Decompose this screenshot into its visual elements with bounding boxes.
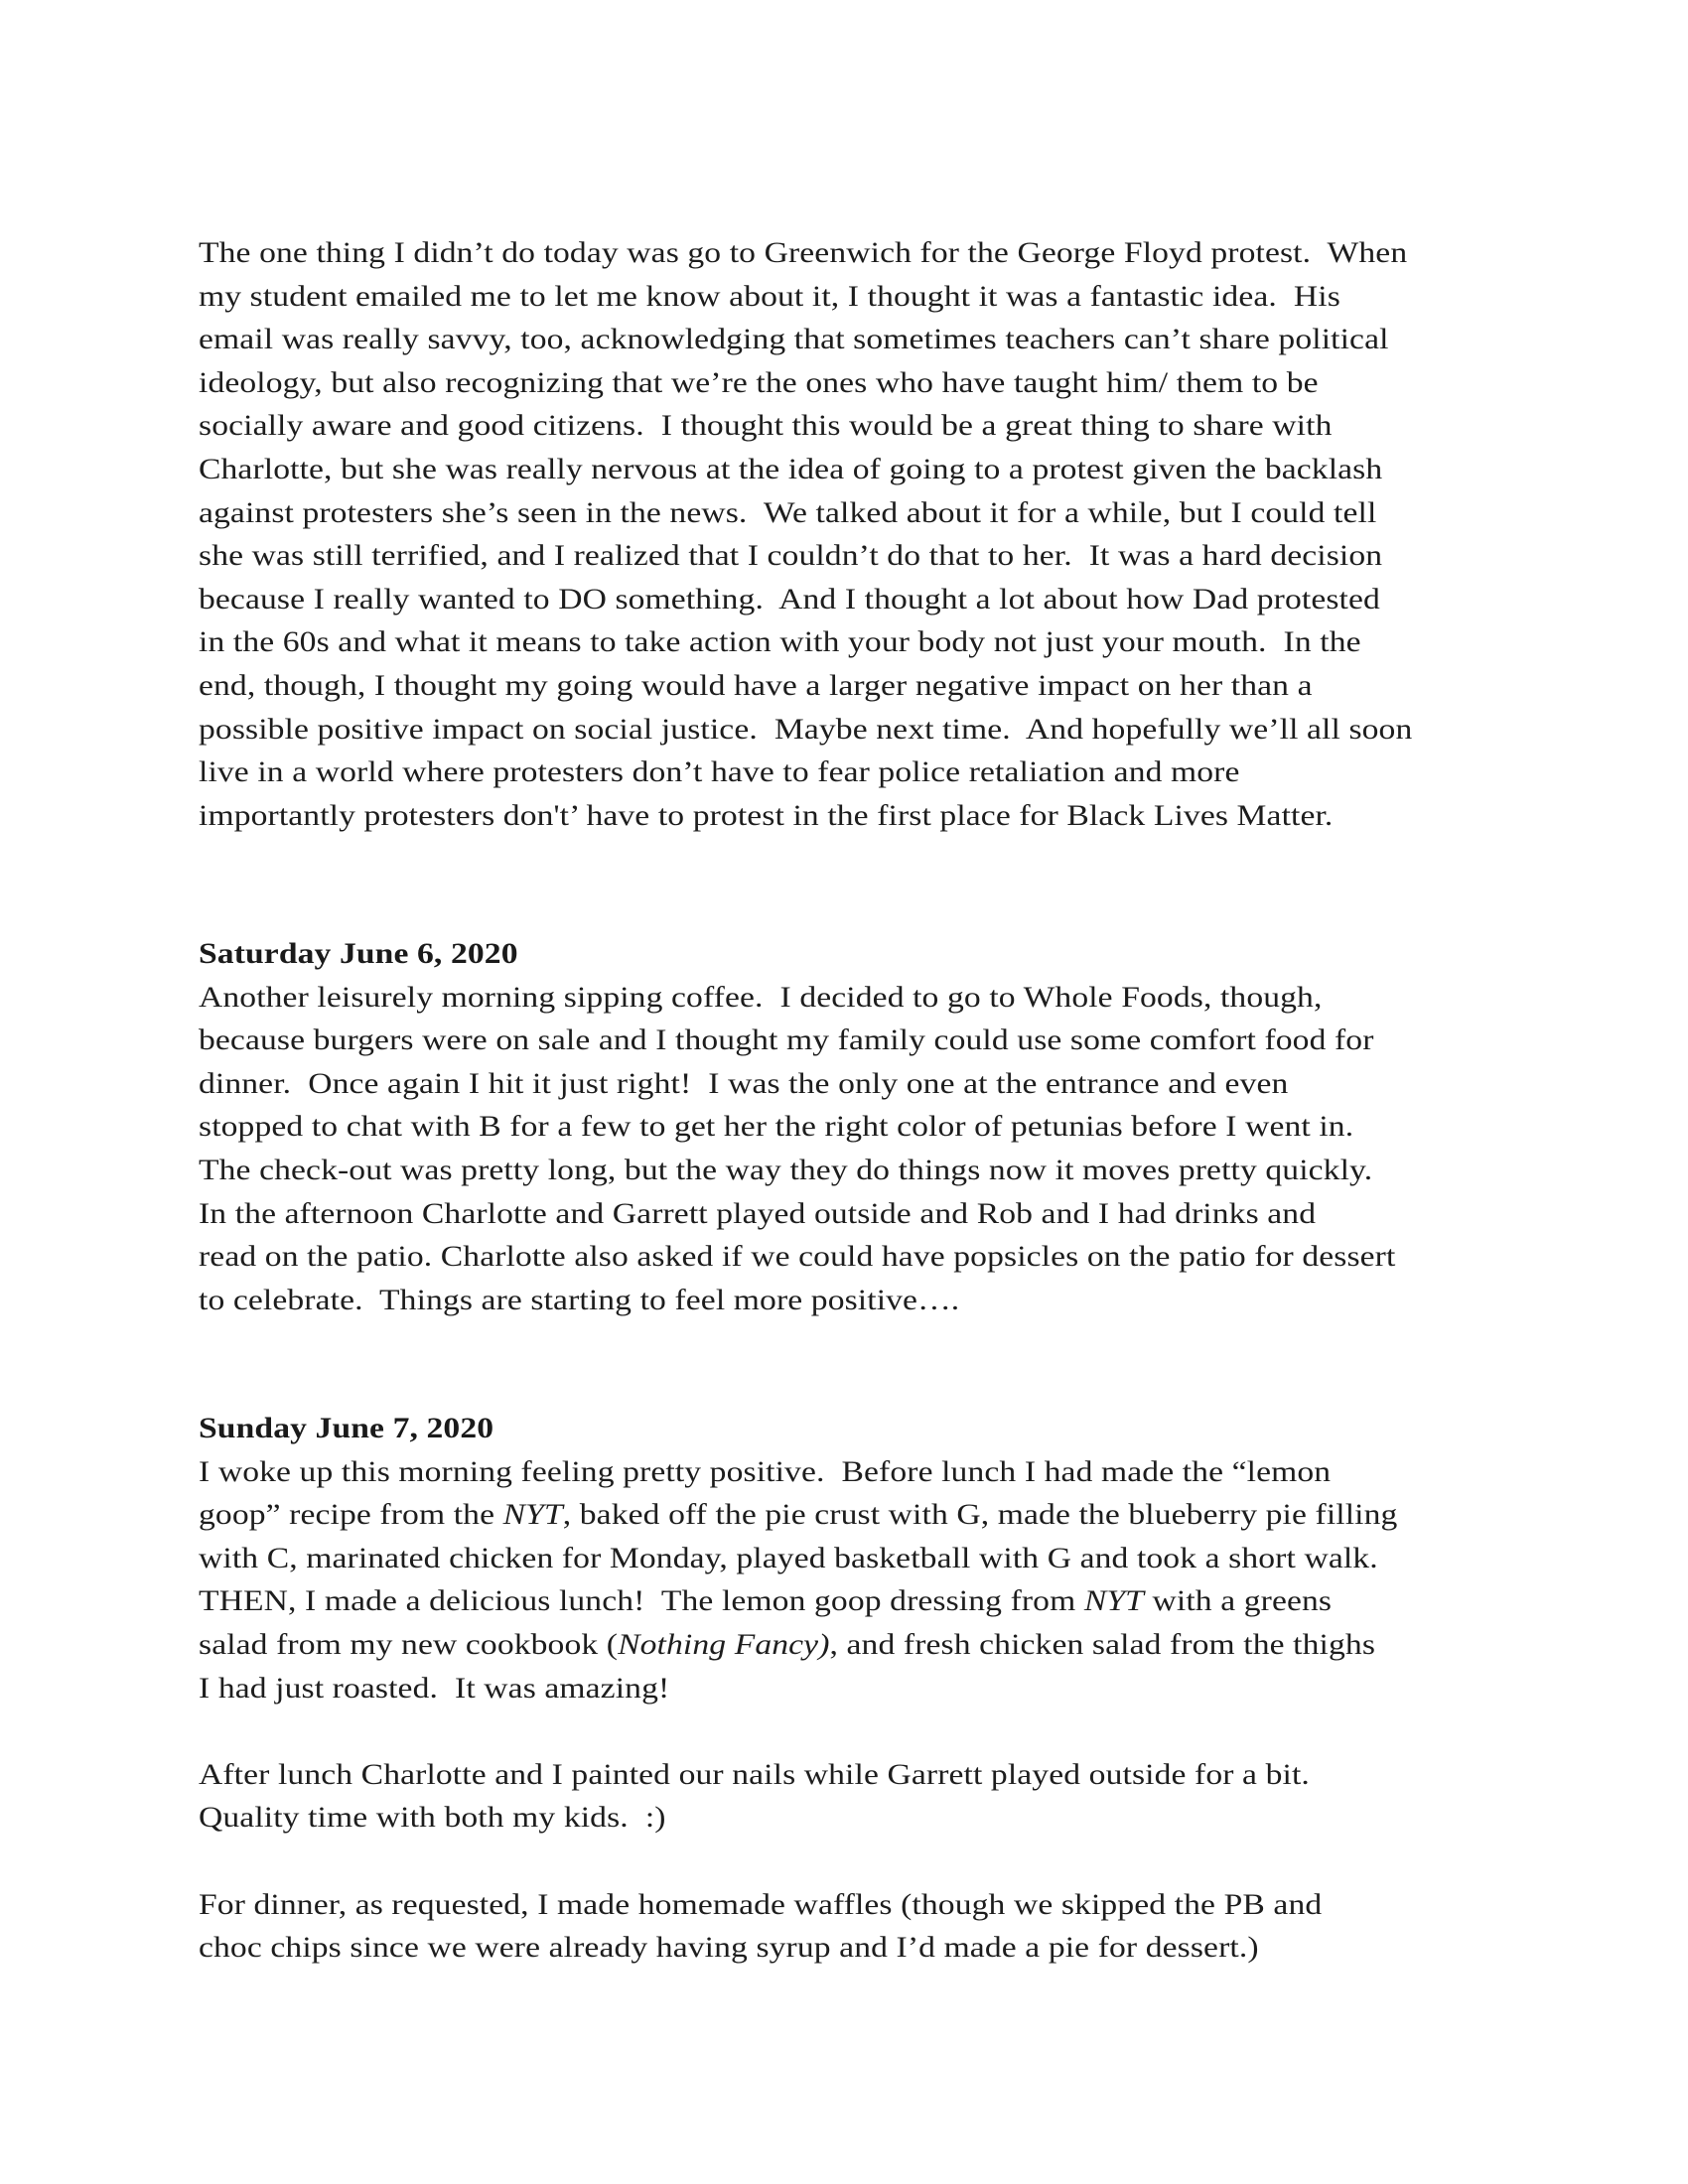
text-line: in the 60s and what it means to take action with your body not just your mouth. In the bbox=[199, 625, 1361, 659]
text-line bbox=[199, 1630, 1375, 1660]
text-line: For dinner, as requested, I made homemade waffles (though we skipped the PB and bbox=[199, 1887, 1323, 1921]
text-line: because I really wanted to DO something. And I thought a lot about how Dad protested bbox=[199, 582, 1380, 615]
text-run: THEN, I made a delicious lunch! The lemon goop dressing from bbox=[199, 1584, 1084, 1618]
text-line: I woke up this morning feeling pretty positive. Before lunch I had made the “lemon bbox=[199, 1454, 1332, 1488]
text-line bbox=[199, 1500, 1397, 1530]
text-line: Quality time with both my kids. :) bbox=[199, 1801, 666, 1835]
text-line: with C, marinated chicken for Monday, played basketball with G and took a short walk. bbox=[199, 1541, 1378, 1574]
text-line bbox=[199, 1586, 1332, 1616]
entry-heading-sunday: Sunday June 7, 2020 bbox=[199, 1412, 494, 1444]
text-line: The one thing I didn’t do today was go to Greenwich for the George Floyd protest. When bbox=[199, 236, 1408, 269]
text-line: Charlotte, but she was really nervous at the idea of going to a protest given the backlash bbox=[199, 453, 1383, 485]
text-line: importantly protesters don't’ have to protest in the first place for Black Lives Matter. bbox=[199, 798, 1334, 832]
text-line: because burgers were on sale and I thought my family could use some comfort food for bbox=[199, 1024, 1374, 1057]
text-line: against protesters she’s seen in the news. We talked about it for a while, but I could tell bbox=[199, 495, 1377, 529]
text-line: end, though, I thought my going would have a larger negative impact on her than a bbox=[199, 669, 1313, 702]
text-line: Another leisurely morning sipping coffee. I decided to go to Whole Foods, though, bbox=[199, 980, 1323, 1014]
italic-title-nothing-fancy: Nothing Fancy) bbox=[618, 1628, 830, 1661]
text-run: , baked off the pie crust with G, made the blueberry pie filling bbox=[562, 1498, 1398, 1532]
text-line: choc chips since we were already having syrup and I’d made a pie for dessert.) bbox=[199, 1931, 1259, 1965]
italic-title-nyt: NYT bbox=[502, 1498, 563, 1532]
text-line: read on the patio. Charlotte also asked if we could have popsicles on the patio for dessert bbox=[199, 1240, 1396, 1274]
text-run: goop” recipe from the bbox=[199, 1498, 503, 1532]
text-run: with a greens bbox=[1143, 1584, 1333, 1618]
entry-heading-saturday: Saturday June 6, 2020 bbox=[199, 937, 518, 970]
text-line: she was still terrified, and I realized that I couldn’t do that to her. It was a hard decision bbox=[199, 539, 1383, 573]
text-line: possible positive impact on social justice. Maybe next time. And hopefully we’ll all soon bbox=[199, 712, 1413, 746]
text-line: After lunch Charlotte and I painted our nails while Garrett played outside for a bit. bbox=[199, 1757, 1310, 1791]
text-line: stopped to chat with B for a few to get her the right color of petunias before I went in. bbox=[199, 1110, 1354, 1144]
text-line: In the afternoon Charlotte and Garrett played outside and Rob and I had drinks and bbox=[199, 1196, 1317, 1230]
text-line: I had just roasted. It was amazing! bbox=[199, 1671, 670, 1705]
text-line: The check-out was pretty long, but the way they do things now it moves pretty quickly. bbox=[199, 1154, 1373, 1186]
text-line: dinner. Once again I hit it just right! I was the only one at the entrance and even bbox=[199, 1066, 1289, 1100]
text-run: salad from my new cookbook ( bbox=[199, 1628, 619, 1661]
text-line: ideology, but also recognizing that we’re the ones who have taught him/ them to be bbox=[199, 365, 1319, 399]
text-line: to celebrate. Things are starting to feel more positive…. bbox=[199, 1283, 960, 1316]
text-line: email was really savvy, too, acknowledging that sometimes teachers can’t share political bbox=[199, 323, 1389, 356]
italic-title-nyt: NYT bbox=[1083, 1584, 1144, 1618]
text-line: my student emailed me to let me know about it, I thought it was a fantastic idea. His bbox=[199, 279, 1340, 313]
text-line: live in a world where protesters don’t have to fear police retaliation and more bbox=[199, 755, 1240, 789]
text-run: , and fresh chicken salad from the thighs bbox=[829, 1628, 1376, 1661]
text-line: socially aware and good citizens. I thought this would be a great thing to share with bbox=[199, 409, 1333, 443]
